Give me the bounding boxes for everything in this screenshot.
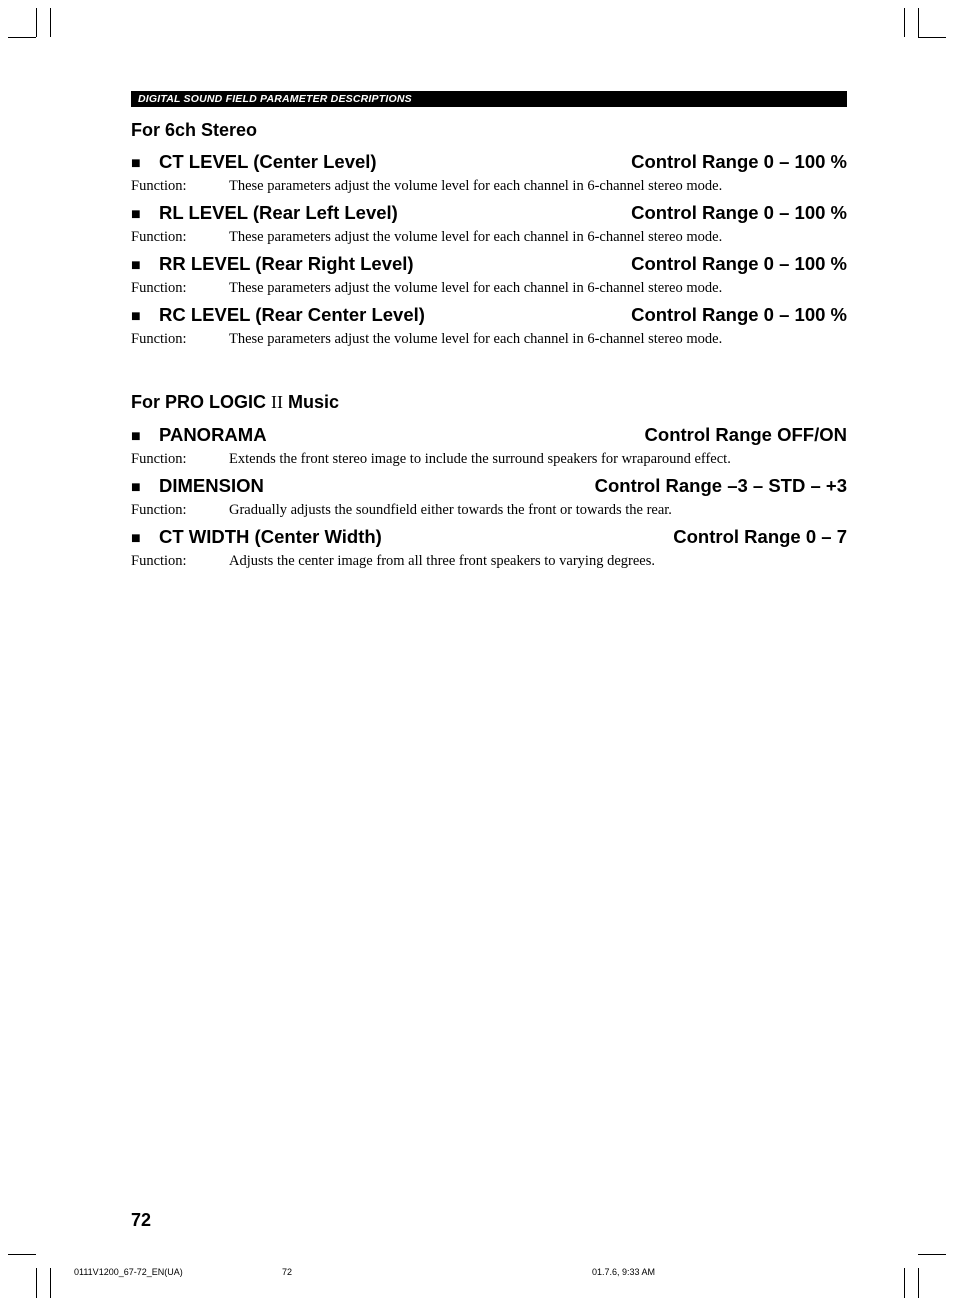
group-heading-6ch-stereo: For 6ch Stereo: [131, 120, 258, 140]
crop-mark: [918, 37, 946, 38]
param-ct-width: [131, 526, 847, 570]
function-text: Gradually adjusts the soundfield either towards the front or towards the rear.: [229, 502, 672, 518]
function-label: Function:: [131, 331, 187, 347]
bullet-icon: ■: [131, 155, 141, 172]
group-heading-prefix: For PRO LOGIC: [131, 392, 272, 412]
function-text: These parameters adjust the volume level for each channel in 6-channel stereo mode.: [229, 331, 723, 347]
param-range: Control Range 0 – 7: [673, 526, 847, 547]
group-heading-suffix: Music: [283, 392, 340, 412]
function-text: Adjusts the center image from all three front speakers to varying degrees.: [229, 553, 655, 569]
param-range: Control Range 0 – 100 %: [631, 253, 847, 274]
param-name: CT LEVEL (Center Level): [159, 151, 377, 172]
section-header-bar: DIGITAL SOUND FIELD PARAMETER DESCRIPTIONS: [131, 91, 847, 107]
function-label: Function:: [131, 229, 187, 245]
function-text: These parameters adjust the volume level for each channel in 6-channel stereo mode.: [229, 229, 723, 245]
footer-page: 72: [282, 1267, 293, 1277]
crop-mark: [36, 1268, 37, 1298]
param-rl-level: [131, 202, 847, 246]
crop-mark: [36, 8, 37, 37]
param-ct-level: [131, 151, 847, 195]
param-range: Control Range OFF/ON: [644, 424, 847, 445]
function-label: Function:: [131, 178, 187, 194]
function-text: These parameters adjust the volume level for each channel in 6-channel stereo mode.: [229, 280, 723, 296]
param-name: PANORAMA: [159, 424, 267, 445]
crop-mark: [918, 8, 919, 37]
param-range: Control Range 0 – 100 %: [631, 304, 847, 325]
param-panorama: [131, 424, 847, 468]
group-heading-pro-logic-music: [131, 391, 339, 413]
bullet-icon: ■: [131, 428, 141, 445]
group-heading-roman: II: [271, 392, 284, 412]
param-name: RC LEVEL (Rear Center Level): [159, 304, 425, 325]
param-range: Control Range –3 – STD – +3: [594, 475, 847, 496]
crop-mark: [904, 1268, 905, 1298]
footer-timestamp: 01.7.6, 9:33 AM: [592, 1267, 656, 1277]
function-text: These parameters adjust the volume level for each channel in 6-channel stereo mode.: [229, 178, 723, 194]
crop-mark: [918, 1268, 919, 1298]
param-range: Control Range 0 – 100 %: [631, 202, 847, 223]
param-rr-level: [131, 253, 847, 297]
param-name: RR LEVEL (Rear Right Level): [159, 253, 414, 274]
crop-mark: [50, 8, 51, 37]
param-dimension: [131, 475, 847, 519]
function-label: Function:: [131, 451, 187, 467]
crop-mark: [8, 1254, 36, 1255]
bullet-icon: ■: [131, 206, 141, 223]
crop-mark: [918, 1254, 946, 1255]
param-name: DIMENSION: [159, 475, 264, 496]
bullet-icon: ■: [131, 530, 141, 547]
bullet-icon: ■: [131, 308, 141, 325]
function-label: Function:: [131, 553, 187, 569]
footer-file: 0111V1200_67-72_EN(UA): [74, 1267, 183, 1277]
param-rc-level: [131, 304, 847, 348]
param-name: CT WIDTH (Center Width): [159, 526, 382, 547]
function-label: Function:: [131, 502, 187, 518]
bullet-icon: ■: [131, 257, 141, 274]
param-range: Control Range 0 – 100 %: [631, 151, 847, 172]
crop-mark: [50, 1268, 51, 1298]
function-text: Extends the front stereo image to include the surround speakers for wraparound effect.: [229, 451, 731, 467]
crop-mark: [8, 37, 36, 38]
page-number: 72: [131, 1210, 152, 1230]
function-label: Function:: [131, 280, 187, 296]
crop-mark: [904, 8, 905, 37]
param-name: RL LEVEL (Rear Left Level): [159, 202, 398, 223]
bullet-icon: ■: [131, 479, 141, 496]
